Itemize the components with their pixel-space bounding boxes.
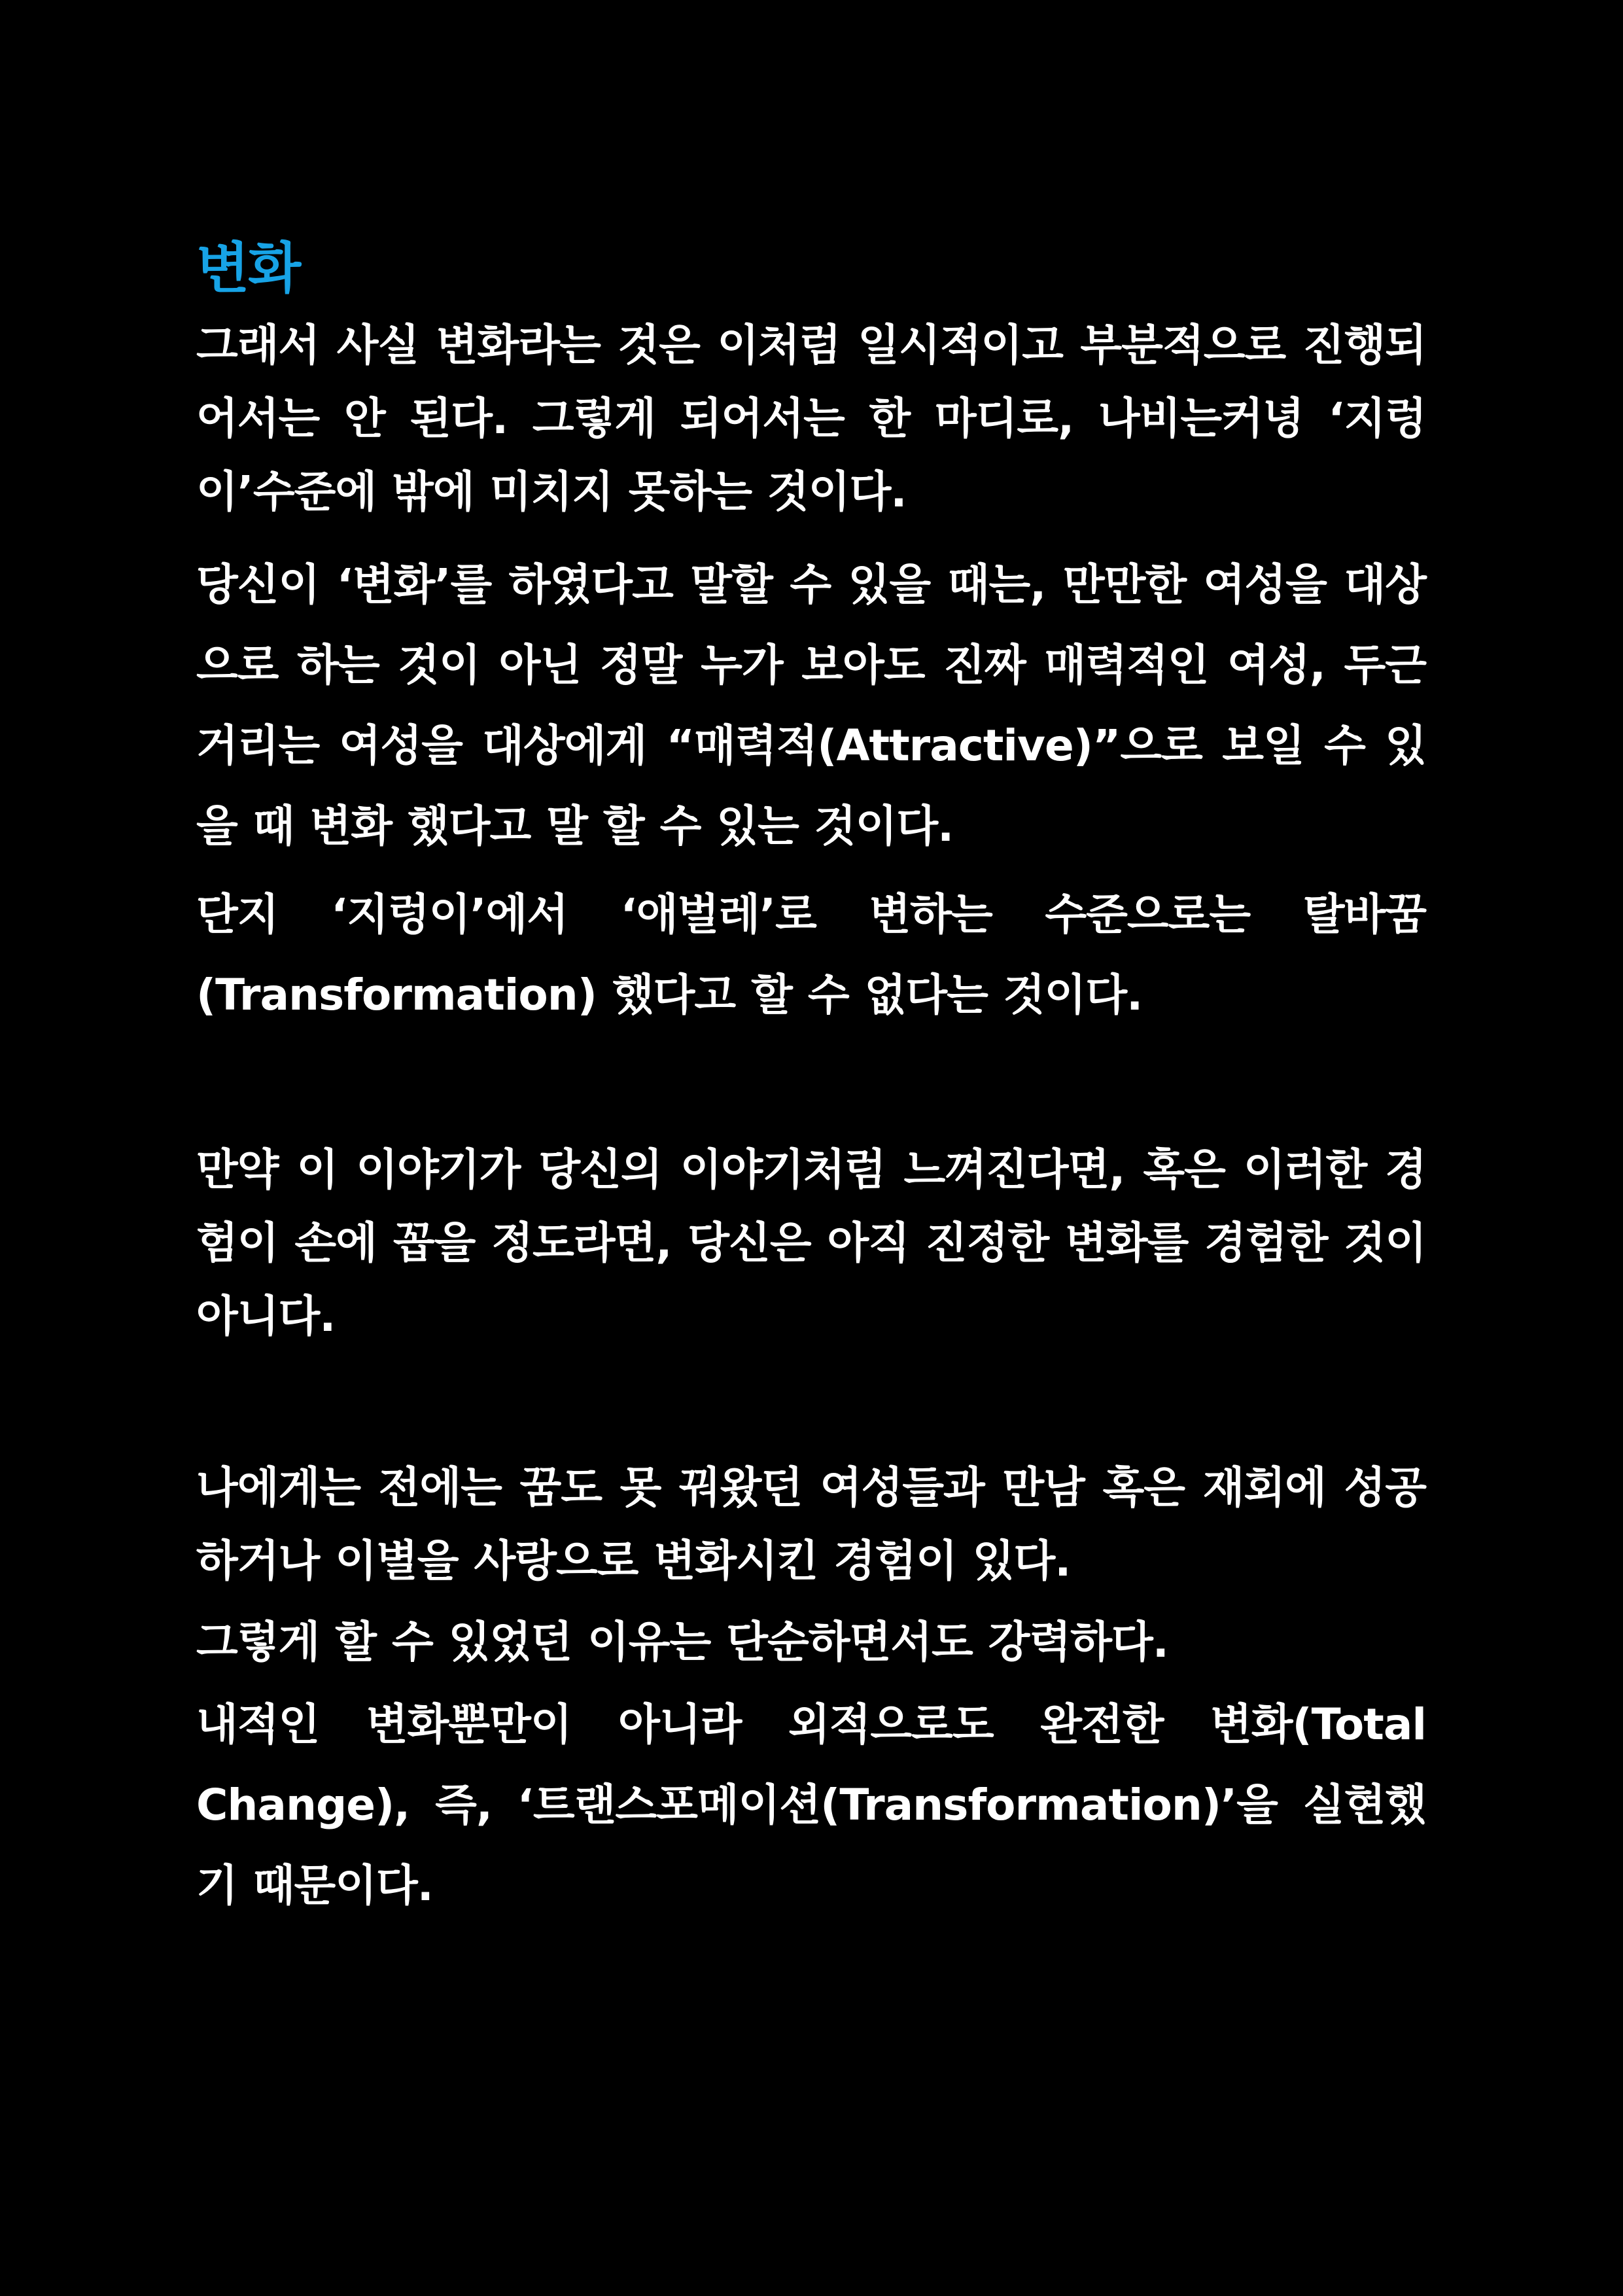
section-heading: 변화 [196,236,300,300]
paragraph-1: 그래서 사실 변화라는 것은 이처럼 일시적이고 부분적으로 진행되어서는 안 된다. 그렇게 되어서는 한 마디로, 나비는커녕 ‘지렁이’수준에 밖에 미치지 못하는 것이다. [196,320,1426,517]
paragraph-4: 만약 이 이야기가 당신의 이야기처럼 느껴진다면, 혹은 이러한 경험이 손에 꼽을 정도라면, 당신은 아직 진정한 변화를 경험한 것이 아니다. [196,1144,1426,1341]
paragraph-6: 그렇게 할 수 있었던 이유는 단순하면서도 강력하다. [196,1617,1168,1667]
paragraph-2: 당신이 ‘변화’를 하였다고 말할 수 있을 때는, 만만한 여성을 대상으로 하는 것이 아닌 정말 누가 보아도 진짜 매력적인 여성, 두근거리는 여성을 대상에게 “매력적(Attractive)”으로 보일 수 있을 때 변화 했다고 말 할 수 있는 것이다. [196,559,1426,851]
document-page [196,229,1426,1926]
paragraph-5: 나에게는 전에는 꿈도 못 꿔왔던 여성들과 만남 혹은 재회에 성공하거나 이별을 사랑으로 변화시킨 경험이 있다. [196,1462,1426,1586]
paragraph-7: 내적인 변화뿐만이 아니라 외적으로도 완전한 변화(Total Change), 즉, ‘트랜스포메이션(Transformation)’을 실현했기 때문이다. [196,1699,1426,1911]
paragraph-3: 단지 ‘지렁이’에서 ‘애벌레’로 변하는 수준으로는 탈바꿈(Transformation) 했다고 할 수 없다는 것이다. [196,889,1426,1020]
